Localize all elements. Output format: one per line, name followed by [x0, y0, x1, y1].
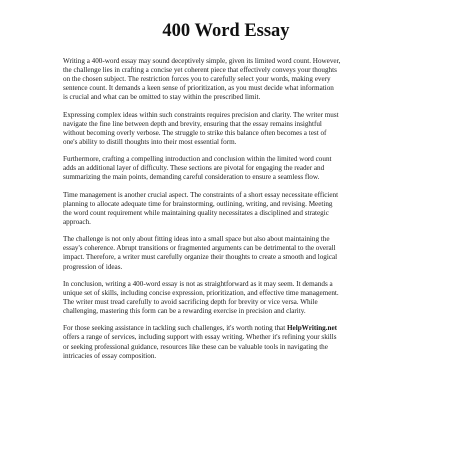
text-line: progression of ideas. — [63, 262, 123, 271]
paragraph-4 — [63, 191, 393, 227]
text-line: intricacies of essay composition. — [63, 351, 157, 360]
text-line: offers a range of services, including support with essay writing. Whether it's refining your skills — [63, 333, 337, 342]
paragraph-1 — [63, 57, 393, 102]
document-title: 400 Word Essay — [162, 21, 290, 41]
paragraph-7 — [63, 324, 393, 360]
text-line: impact. Therefore, a writer must carefully organize their thoughts to create a smooth and logical — [63, 253, 338, 262]
text-line: The writer must tread carefully to avoid sacrificing depth for brevity or vice versa. While — [63, 298, 318, 306]
text-line: sentence count. It demands a keen sense of prioritization, as you must decide what information — [63, 84, 334, 93]
helpwriting-link[interactable]: HelpWriting.net — [287, 324, 338, 333]
text-line: Furthermore, crafting a compelling introduction and conclusion within the limited word count — [63, 155, 332, 164]
text-line: Time management is another crucial aspect. The constraints of a short essay necessitate efficient — [63, 190, 339, 199]
text-line: is crucial and what can be omitted to stay within the prescribed limit. — [63, 93, 261, 102]
text-line: the challenge lies in crafting a concise yet coherent piece that effectively conveys your thoughts — [63, 66, 337, 75]
paragraph-6 — [63, 280, 393, 316]
text-line: The challenge is not only about fitting ideas into a small space but also about maintaining the — [63, 235, 330, 244]
text-line: summarizing the main points, demanding careful consideration to ensure a seamless flow. — [63, 173, 320, 182]
paragraph-3 — [63, 155, 393, 182]
text-line: the word count requirement while maintaining quality necessitates a disciplined and strategic — [63, 208, 329, 217]
document-body — [63, 57, 393, 369]
text-line: unique set of skills, including concise expression, prioritization, and effective time management. — [63, 288, 339, 297]
text-line: essay's coherence. Abrupt transitions or fragmented arguments can be detrimental to the overall — [63, 244, 336, 253]
text-line: Expressing complex ideas within such constraints requires precision and clarity. The writer must — [63, 110, 339, 119]
text-line: one's ability to distill thoughts into their most essential form. — [63, 137, 237, 146]
text-line: navigate the fine line between depth and brevity, ensuring that the essay remains insightful — [63, 119, 322, 128]
text-line: without becoming overly verbose. The struggle to strike this balance often becomes a test of — [63, 128, 327, 137]
paragraph-5 — [63, 235, 393, 271]
text-line: adds an additional layer of difficulty. These sections are pivotal for engaging the reader and — [63, 164, 325, 173]
text-line: challenging, mastering this form can be a rewarding exercise in precision and clarity. — [63, 307, 306, 316]
text-fragment: For those seeking assistance in tackling such challenges, it's worth noting that — [63, 324, 287, 333]
text-line: In conclusion, writing a 400-word essay is not as straightforward as it may seem. It demands a — [63, 279, 333, 288]
text-line: planning to allocate adequate time for brainstorming, outlining, writing, and revising. Meeting — [63, 199, 333, 208]
paragraph-2 — [63, 111, 393, 147]
text-line-with-link — [63, 324, 393, 333]
text-line: on the chosen subject. The restriction forces you to carefully select your words, making every — [63, 75, 331, 84]
text-line: approach. — [63, 217, 91, 226]
text-line: or seeking professional guidance, resources like these can be valuable tools in navigating the — [63, 342, 328, 351]
text-line: Writing a 400-word essay may sound deceptively simple, given its limited word count. However, — [63, 57, 341, 65]
